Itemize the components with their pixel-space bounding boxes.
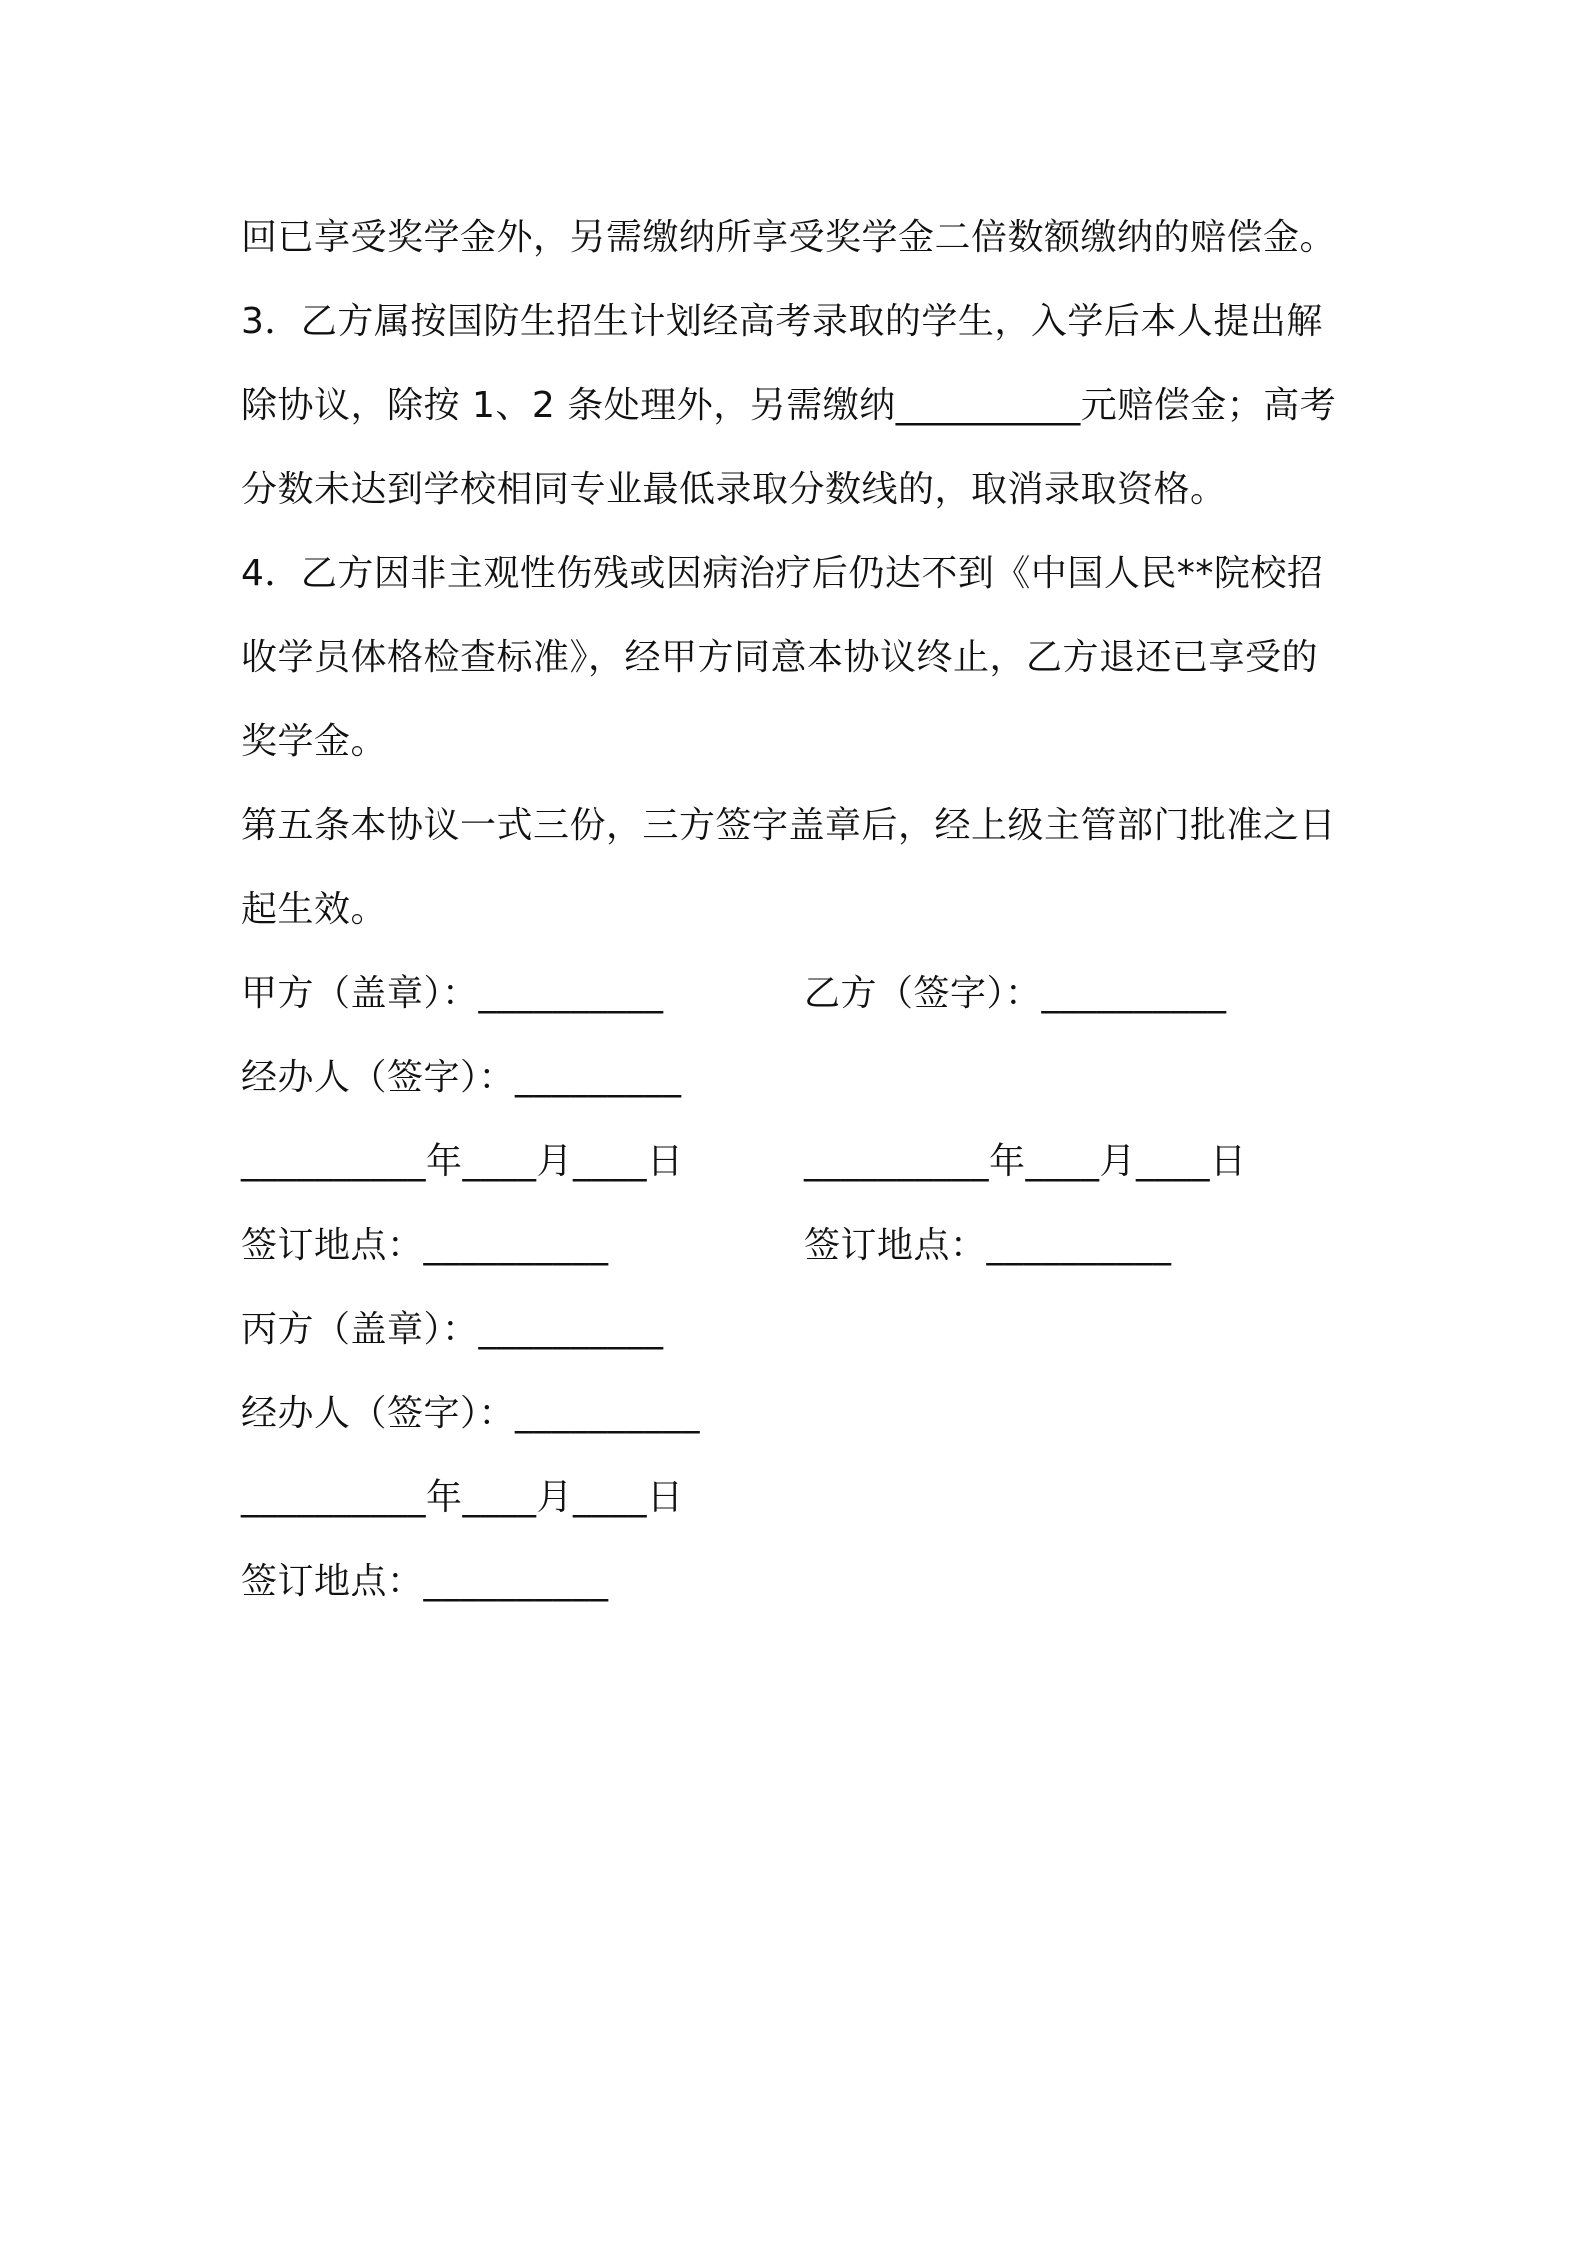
place-b-field: 签订地点：__________ — [804, 1225, 1172, 1266]
paragraph-line: 收学员体格检查标准》，经甲方同意本协议终止，乙方退还已享受的 — [241, 637, 1319, 678]
paragraph-line: 除协议，除按 1、2 条处理外，另需缴纳__________元赔偿金；高考 — [241, 385, 1337, 426]
paragraph-line: 起生效。 — [241, 889, 388, 930]
agent-a-sign-field: 经办人（签字）：_________ — [241, 1057, 682, 1098]
paragraph-line: 第五条本协议一式三份，三方签字盖章后，经上级主管部门批准之日 — [241, 805, 1337, 846]
paragraph-line: 分数未达到学校相同专业最低录取分数线的，取消录取资格。 — [241, 469, 1227, 510]
date-a-field: __________年____月____日 — [241, 1141, 684, 1182]
place-a-field: 签订地点：__________ — [241, 1225, 609, 1266]
signature-row — [241, 1204, 1351, 1288]
paragraph-line: 回已享受奖学金外，另需缴纳所享受奖学金二倍数额缴纳的赔偿金。 — [241, 217, 1337, 258]
paragraph-line: 4．乙方因非主观性伤残或因病治疗后仍达不到《中国人民**院校招 — [241, 553, 1324, 594]
signature-row — [241, 1540, 1351, 1624]
paragraph-line: 奖学金。 — [241, 721, 388, 762]
signature-row — [241, 1120, 1351, 1204]
party-a-seal-field: 甲方（盖章）：__________ — [241, 973, 664, 1014]
place-c-field: 签订地点：__________ — [241, 1561, 609, 1602]
signature-row — [241, 1288, 1351, 1372]
signature-row — [241, 952, 1351, 1036]
agent-c-sign-field: 经办人（签字）：__________ — [241, 1393, 701, 1434]
date-c-field: __________年____月____日 — [241, 1477, 684, 1518]
party-c-seal-field: 丙方（盖章）：__________ — [241, 1309, 664, 1350]
date-b-field: __________年____月____日 — [804, 1141, 1247, 1182]
empty-cell — [804, 1036, 1344, 1120]
signature-row — [241, 1456, 1351, 1540]
paragraph-line: 3．乙方属按国防生招生计划经高考录取的学生，入学后本人提出解 — [241, 301, 1323, 342]
signature-row — [241, 1372, 1351, 1456]
document-body — [241, 196, 1351, 1624]
signature-row — [241, 1036, 1351, 1120]
party-b-sign-field: 乙方（签字）：__________ — [804, 973, 1227, 1014]
